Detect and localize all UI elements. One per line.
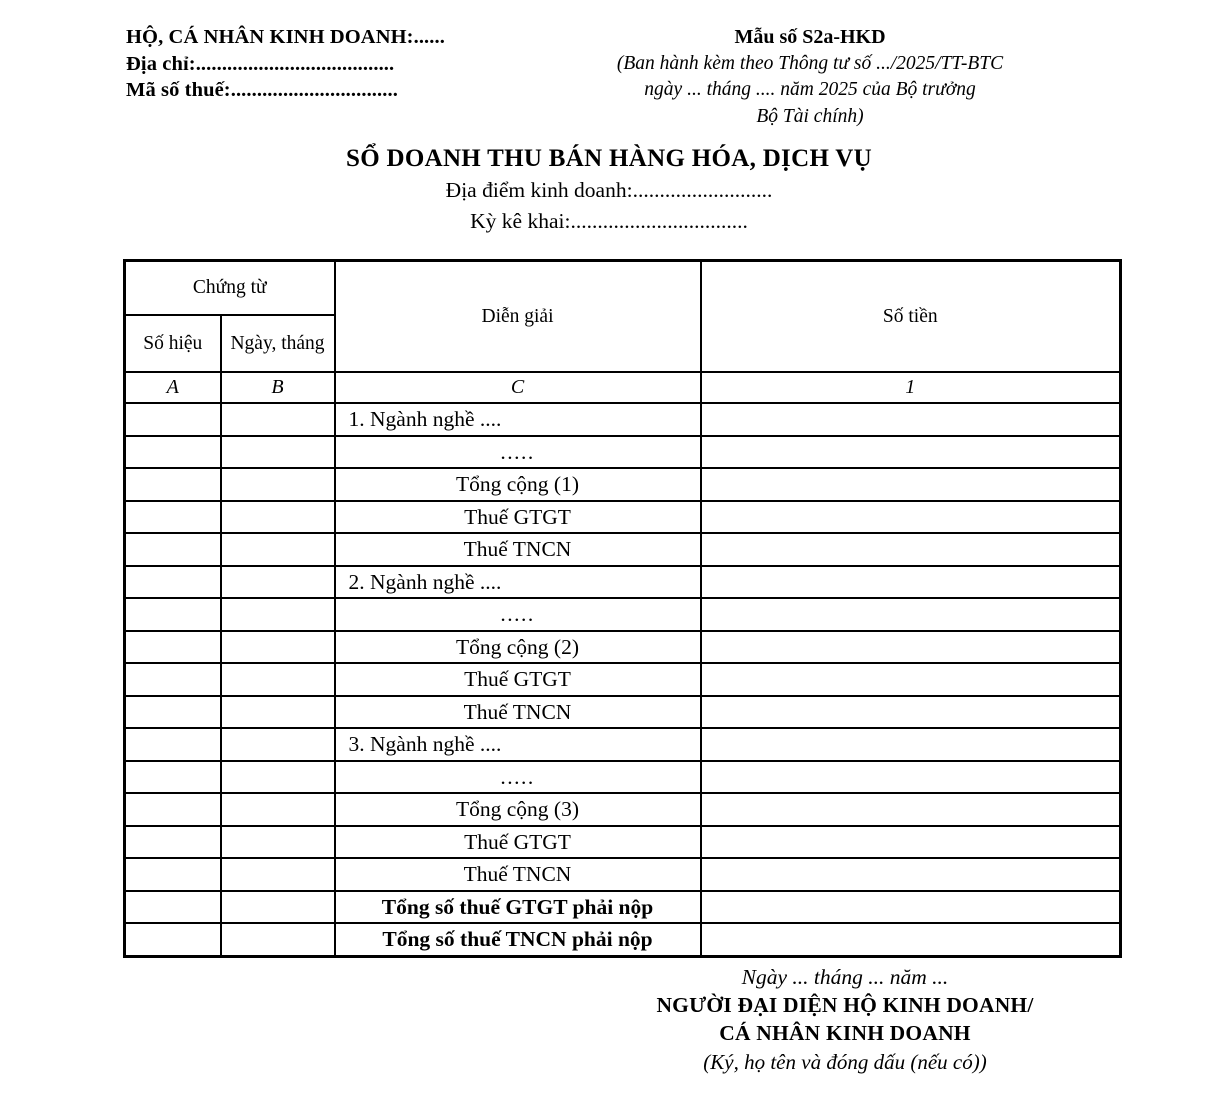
cell-amount[interactable] [701,631,1121,664]
cell-voucher-date[interactable] [221,826,335,859]
cell-description: Tổng cộng (1) [335,468,701,501]
cell-voucher-number[interactable] [125,631,221,664]
cell-voucher-date[interactable] [221,663,335,696]
signature-date-line: Ngày ... tháng ... năm ... [741,965,949,989]
cell-amount[interactable] [701,468,1121,501]
table-row [125,403,1121,436]
cell-amount[interactable] [701,728,1121,761]
cell-amount[interactable] [701,403,1121,436]
cell-amount[interactable] [701,891,1121,924]
business-entity-block [126,24,445,104]
cell-amount[interactable] [701,663,1121,696]
table-row [125,598,1121,631]
cell-voucher-number[interactable] [125,663,221,696]
table-row [125,696,1121,729]
cell-voucher-date[interactable] [221,696,335,729]
form-code: Mẫu số S2a-HKD [734,26,886,48]
cell-voucher-date[interactable] [221,468,335,501]
table-head [125,261,1121,404]
column-index-1: 1 [701,372,1121,403]
business-address-line: Địa chỉ:...................................... [126,52,395,75]
signature-block [600,963,1090,1077]
header-voucher-group: Chứng từ [125,261,335,316]
cell-amount[interactable] [701,923,1121,956]
table-row [125,663,1121,696]
table-row [125,826,1121,859]
cell-amount[interactable] [701,566,1121,599]
cell-voucher-number[interactable] [125,923,221,956]
header-voucher-number: Số hiệu [125,315,221,372]
title-block [0,143,1218,237]
cell-voucher-date[interactable] [221,728,335,761]
page-title: SỔ DOANH THU BÁN HÀNG HÓA, DỊCH VỤ [346,145,872,172]
cell-voucher-date[interactable] [221,436,335,469]
cell-voucher-date[interactable] [221,501,335,534]
table-row [125,533,1121,566]
business-name-line: HỘ, CÁ NHÂN KINH DOANH:...... [126,26,445,48]
cell-description: 1. Ngành nghề .... [335,403,701,436]
cell-voucher-date[interactable] [221,761,335,794]
cell-description: Thuế TNCN [335,696,701,729]
cell-amount[interactable] [701,858,1121,891]
cell-voucher-number[interactable] [125,598,221,631]
cell-voucher-number[interactable] [125,468,221,501]
cell-voucher-number[interactable] [125,761,221,794]
signature-role-line-2: CÁ NHÂN KINH DOANH [719,1021,971,1045]
cell-description: 3. Ngành nghề .... [335,728,701,761]
table-row [125,436,1121,469]
table-row [125,501,1121,534]
ledger-table-container [123,259,1119,958]
document-header [0,24,1218,144]
table-row [125,793,1121,826]
business-location-line: Địa điểm kinh doanh:.......................... [445,178,773,202]
signature-role-line-1: NGƯỜI ĐẠI DIỆN HỘ KINH DOANH/ [656,993,1034,1017]
header-amount: Số tiền [701,261,1121,373]
table-row [125,891,1121,924]
column-index-row [125,372,1121,403]
cell-voucher-number[interactable] [125,728,221,761]
cell-amount[interactable] [701,696,1121,729]
cell-description: ..... [335,436,701,469]
cell-description: Thuế TNCN [335,533,701,566]
cell-description: Tổng số thuế GTGT phải nộp [335,891,701,924]
cell-voucher-date[interactable] [221,923,335,956]
cell-voucher-number[interactable] [125,696,221,729]
cell-amount[interactable] [701,533,1121,566]
table-row [125,923,1121,956]
signature-note-line: (Ký, họ tên và đóng dấu (nếu có)) [703,1050,987,1074]
cell-voucher-date[interactable] [221,566,335,599]
cell-voucher-date[interactable] [221,598,335,631]
table-row [125,858,1121,891]
cell-voucher-number[interactable] [125,403,221,436]
cell-voucher-date[interactable] [221,793,335,826]
cell-description: 2. Ngành nghề .... [335,566,701,599]
column-index-b: B [221,372,335,403]
cell-amount[interactable] [701,793,1121,826]
cell-description: Tổng số thuế TNCN phải nộp [335,923,701,956]
cell-description: ..... [335,598,701,631]
cell-voucher-number[interactable] [125,891,221,924]
revenue-ledger-table [123,259,1122,958]
form-issuance-line-2: ngày ... tháng .... năm 2025 của Bộ trưởng [644,79,976,100]
cell-description: Thuế GTGT [335,826,701,859]
column-index-a: A [125,372,221,403]
cell-voucher-number[interactable] [125,533,221,566]
table-body [125,403,1121,956]
cell-description: ..... [335,761,701,794]
table-row [125,728,1121,761]
cell-amount[interactable] [701,501,1121,534]
table-row [125,631,1121,664]
cell-voucher-date[interactable] [221,631,335,664]
cell-voucher-date[interactable] [221,891,335,924]
cell-voucher-number[interactable] [125,858,221,891]
cell-description: Tổng cộng (3) [335,793,701,826]
cell-voucher-date[interactable] [221,533,335,566]
form-issuance-line-1: (Ban hành kèm theo Thông tư số .../2025/TT-BTC [616,52,1004,74]
cell-amount[interactable] [701,598,1121,631]
cell-voucher-number[interactable] [125,566,221,599]
form-reference-block [560,24,1060,130]
cell-amount[interactable] [701,436,1121,469]
cell-voucher-date[interactable] [221,403,335,436]
cell-description: Thuế GTGT [335,501,701,534]
column-index-c: C [335,372,701,403]
cell-description: Thuế GTGT [335,663,701,696]
cell-amount[interactable] [701,826,1121,859]
cell-voucher-date[interactable] [221,858,335,891]
cell-voucher-number[interactable] [125,501,221,534]
cell-voucher-number[interactable] [125,793,221,826]
header-voucher-date: Ngày, tháng [221,315,335,372]
table-row [125,566,1121,599]
form-issuance-line-3: Bộ Tài chính) [756,105,864,127]
declaration-period-line: Kỳ kê khai:................................. [470,209,748,233]
cell-voucher-number[interactable] [125,826,221,859]
cell-amount[interactable] [701,761,1121,794]
business-tax-code-line: Mã số thuế:................................ [126,79,398,101]
header-description: Diễn giải [335,261,701,373]
table-row [125,468,1121,501]
cell-description: Tổng cộng (2) [335,631,701,664]
table-row [125,761,1121,794]
cell-voucher-number[interactable] [125,436,221,469]
header-row-group [125,261,1121,316]
cell-description: Thuế TNCN [335,858,701,891]
